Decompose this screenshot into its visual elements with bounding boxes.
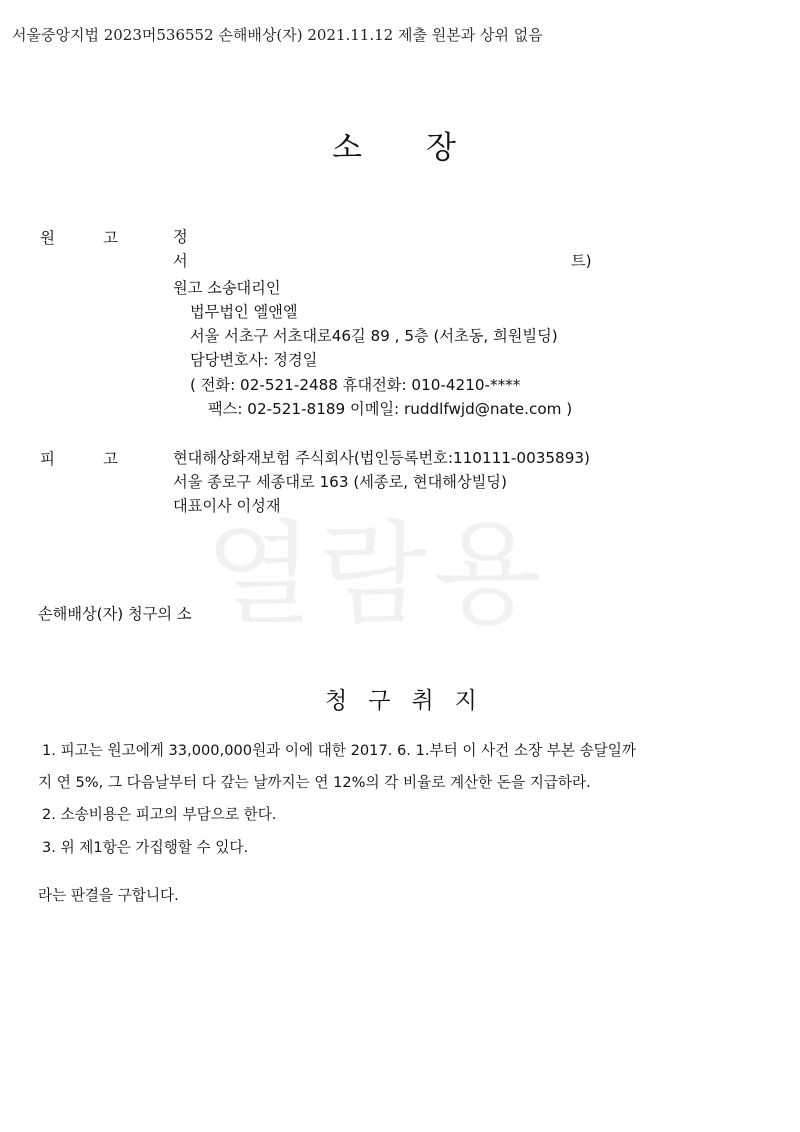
- document-title-char-2: 장: [426, 130, 456, 166]
- watermark-text: 열람용: [205, 510, 548, 640]
- contact-fax-email-line: 팩스: 02-521-8189 이메일: ruddlfwjd@nate.com ): [208, 400, 573, 418]
- contact-phone-line: ( 전화: 02-521-2488 휴대전화: 010-4210-****: [190, 376, 521, 394]
- defendant-representative: 대표이사 이성재: [173, 497, 281, 515]
- defendant-address: 서울 종로구 세종대로 163 (세종로, 현대해상빌딩): [173, 473, 507, 491]
- claim-title-char-2: 구: [368, 688, 391, 714]
- law-firm-name: 법무법인 엘앤엘: [190, 303, 298, 321]
- court-header-note: 서울중앙지법 2023머536552 손해배상(자) 2021.11.12 제출 원본과 상위 없음: [12, 26, 543, 44]
- case-name: 손해배상(자) 청구의 소: [38, 605, 192, 623]
- claim-item-1-line-2: 지 연 5%, 그 다음날부터 다 갚는 날까지는 연 12%의 각 비율로 계산한 돈을 지급하라.: [38, 774, 591, 791]
- claim-section-title: [325, 682, 498, 715]
- claim-item-1-line-1: 1. 피고는 원고에게 33,000,000원과 이에 대한 2017. 6. 1.부터 이 사건 소장 부본 송달일까: [42, 742, 636, 759]
- plaintiff-address-end: 트): [571, 252, 592, 270]
- defendant-label-2: 고: [103, 450, 118, 468]
- claim-title-char-1: 청: [325, 688, 348, 714]
- claim-item-3: 3. 위 제1항은 가집행할 수 있다.: [42, 839, 249, 856]
- claim-closing-text: 라는 판결을 구합니다.: [38, 887, 179, 904]
- claim-title-char-4: 지: [454, 688, 477, 714]
- document-title-char-1: 소: [332, 130, 362, 166]
- defendant-label-1: 피: [40, 450, 55, 468]
- plaintiff-agent-title: 원고 소송대리인: [173, 279, 281, 297]
- plaintiff-address-start: 서: [173, 252, 188, 270]
- plaintiff-label-2: 고: [103, 229, 118, 247]
- claim-title-char-3: 취: [411, 688, 434, 714]
- law-firm-address: 서울 서초구 서초대로46길 89 , 5층 (서초동, 희원빌딩): [190, 327, 558, 345]
- claim-item-2: 2. 소송비용은 피고의 부담으로 한다.: [42, 806, 277, 823]
- plaintiff-label-1: 원: [40, 229, 55, 247]
- plaintiff-name: 정: [173, 228, 188, 246]
- attorney-name: 담당변호사: 정경일: [190, 351, 318, 369]
- defendant-name: 현대해상화재보험 주식회사(법인등록번호:110111-0035893): [173, 449, 590, 467]
